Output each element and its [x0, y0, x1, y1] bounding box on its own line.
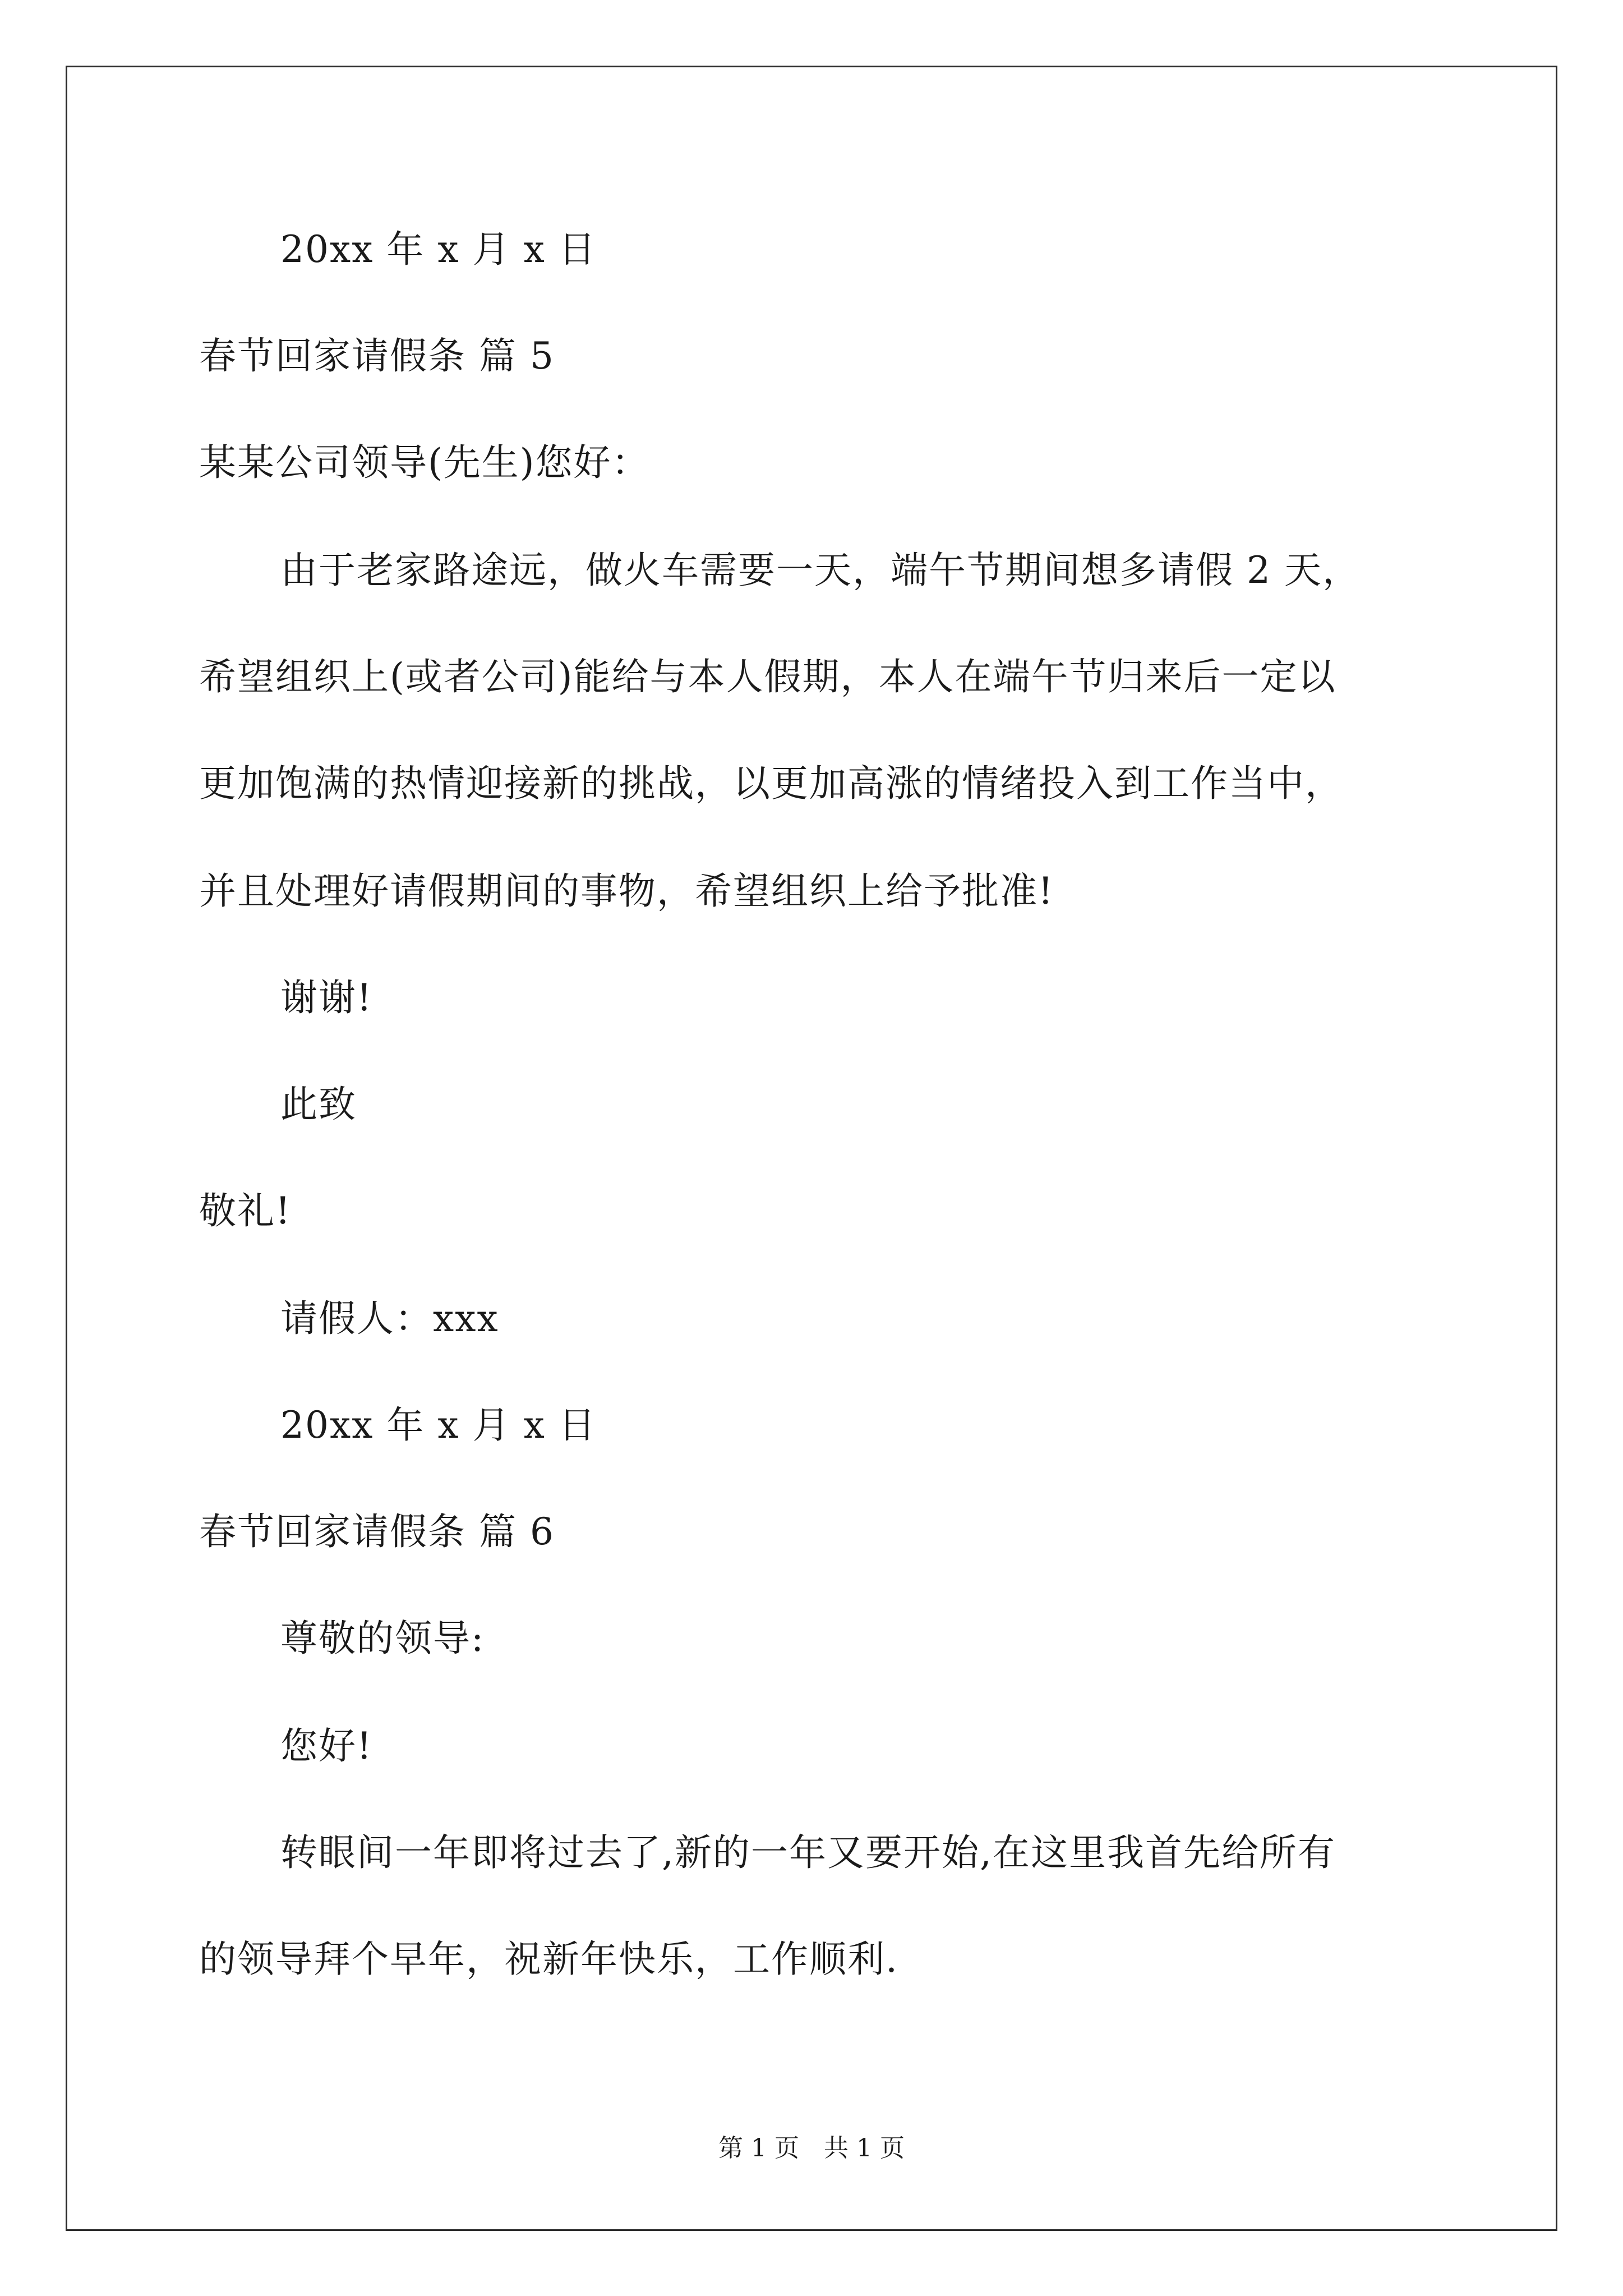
- signature-line: 请假人：xxx: [280, 1297, 499, 1340]
- date-line: 20xx 年 x 月 x 日: [280, 1404, 597, 1447]
- regards-line: 敬礼!: [199, 1189, 292, 1232]
- body-line: 并且处理好请假期间的事物，希望组织上给予批准!: [199, 869, 1054, 913]
- section-heading-6: 春节回家请假条 篇 6: [199, 1510, 555, 1553]
- body-line: 希望组织上(或者公司)能给与本人假期，本人在端午节归来后一定以: [199, 655, 1336, 698]
- section-heading-5: 春节回家请假条 篇 5: [199, 334, 555, 378]
- body-line: 的领导拜个早年，祝新年快乐，工作顺利.: [199, 1938, 898, 1981]
- closing-line: 此致: [280, 1083, 357, 1126]
- page-number: 第 1 页 共 1 页: [718, 2134, 905, 2162]
- thanks-line: 谢谢!: [280, 976, 373, 1019]
- greeting-line: 您好!: [280, 1724, 373, 1768]
- salutation: 尊敬的领导:: [280, 1617, 485, 1660]
- date-line: 20xx 年 x 月 x 日: [280, 228, 597, 271]
- body-line: 转眼间一年即将过去了,新的一年又要开始,在这里我首先给所有: [280, 1831, 1336, 1874]
- body-line: 更加饱满的热情迎接新的挑战，以更加高涨的情绪投入到工作当中，: [199, 762, 1343, 805]
- body-line: 由于老家路途远，做火车需要一天，端午节期间想多请假 2 天，: [280, 549, 1361, 592]
- page-border: [66, 66, 1557, 2231]
- salutation: 某某公司领导(先生)您好：: [199, 441, 650, 484]
